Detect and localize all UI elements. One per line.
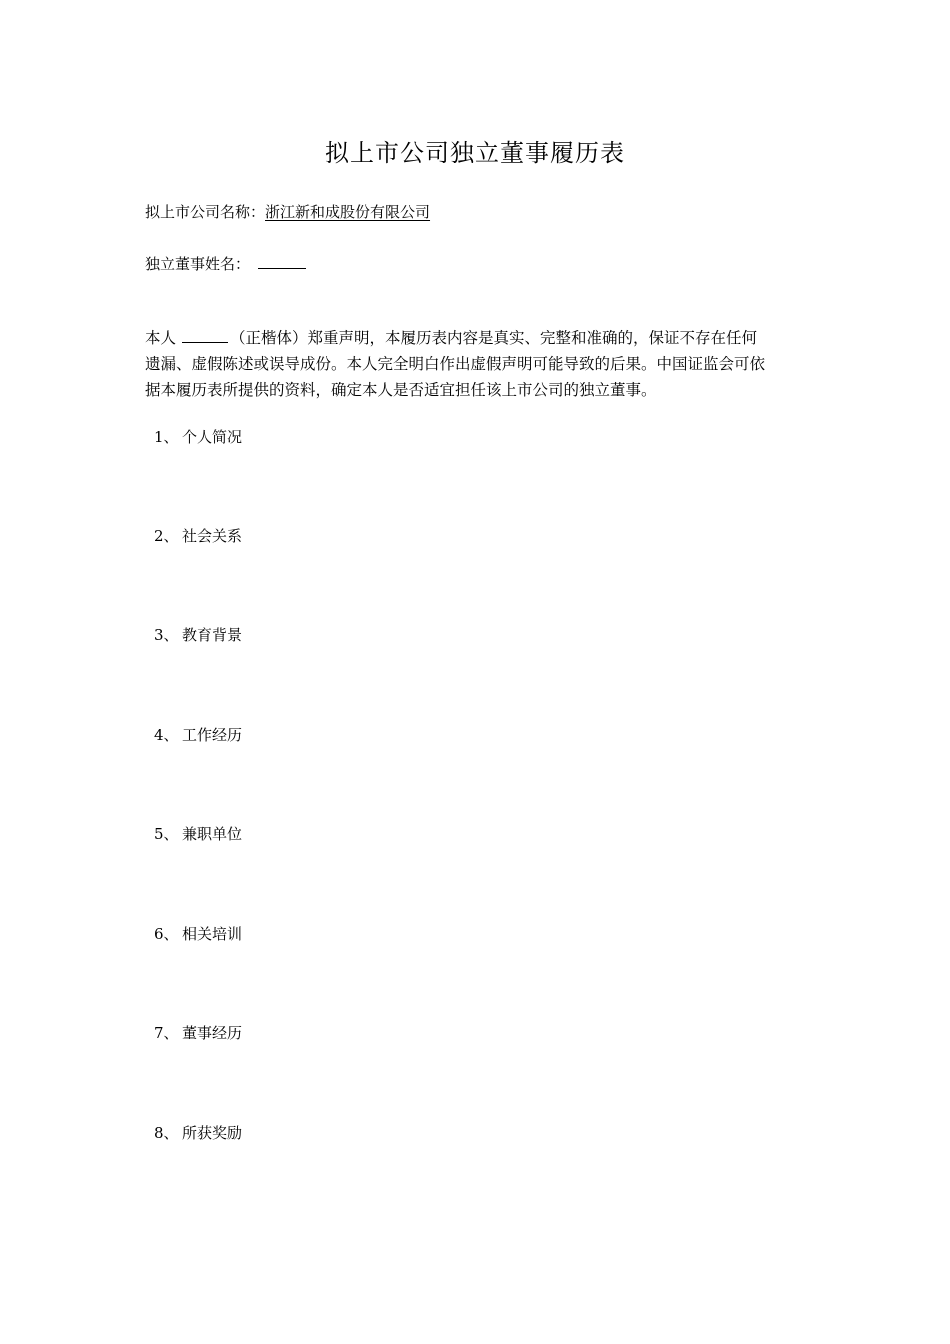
section-number: 4、 bbox=[154, 726, 179, 744]
section-label: 所获奖励 bbox=[182, 1124, 243, 1142]
section-number: 2、 bbox=[154, 527, 179, 545]
page-title: 拟上市公司独立董事履历表 bbox=[325, 139, 625, 167]
company-name-label: 拟上市公司名称： bbox=[145, 203, 266, 221]
director-name-label: 独立董事姓名： bbox=[145, 255, 251, 273]
section-label: 相关培训 bbox=[182, 925, 243, 943]
section-number: 5、 bbox=[154, 825, 179, 843]
director-name-field bbox=[145, 253, 306, 274]
section-number: 7、 bbox=[154, 1024, 179, 1042]
declaration-line-2: 遗漏、虚假陈述或误导成份。本人完全明白作出虚假声明可能导致的后果。中国证监会可依 bbox=[145, 355, 766, 373]
section-label: 教育背景 bbox=[182, 626, 243, 644]
director-name-blank bbox=[258, 255, 306, 269]
section-heading bbox=[154, 823, 242, 844]
section-heading bbox=[154, 426, 242, 447]
section-number: 8、 bbox=[154, 1124, 179, 1142]
section-number: 6、 bbox=[154, 925, 179, 943]
declarant-name-blank bbox=[182, 328, 228, 343]
section-number: 1、 bbox=[154, 428, 179, 446]
section-heading bbox=[154, 624, 242, 645]
company-name-field bbox=[145, 201, 430, 222]
declaration-line-3: 据本履历表所提供的资料，确定本人是否适宜担任该上市公司的独立董事。 bbox=[145, 381, 657, 399]
section-label: 兼职单位 bbox=[182, 825, 243, 843]
section-label: 工作经历 bbox=[182, 726, 243, 744]
section-heading bbox=[154, 525, 242, 546]
declaration-line-1-text: （正楷体）郑重声明，本履历表内容是真实、完整和准确的，保证不存在任何 bbox=[230, 329, 758, 347]
declaration-line-1 bbox=[145, 325, 815, 351]
section-label: 个人简况 bbox=[182, 428, 243, 446]
declaration-prefix: 本人 bbox=[145, 329, 177, 347]
section-label: 社会关系 bbox=[182, 527, 243, 545]
section-heading bbox=[154, 1022, 242, 1043]
declaration-paragraph bbox=[145, 325, 815, 403]
section-heading bbox=[154, 1122, 242, 1143]
section-heading bbox=[154, 724, 242, 745]
company-name-value: 浙江新和成股份有限公司 bbox=[265, 203, 431, 221]
section-label: 董事经历 bbox=[182, 1024, 243, 1042]
section-heading bbox=[154, 923, 242, 944]
section-number: 3、 bbox=[154, 626, 179, 644]
